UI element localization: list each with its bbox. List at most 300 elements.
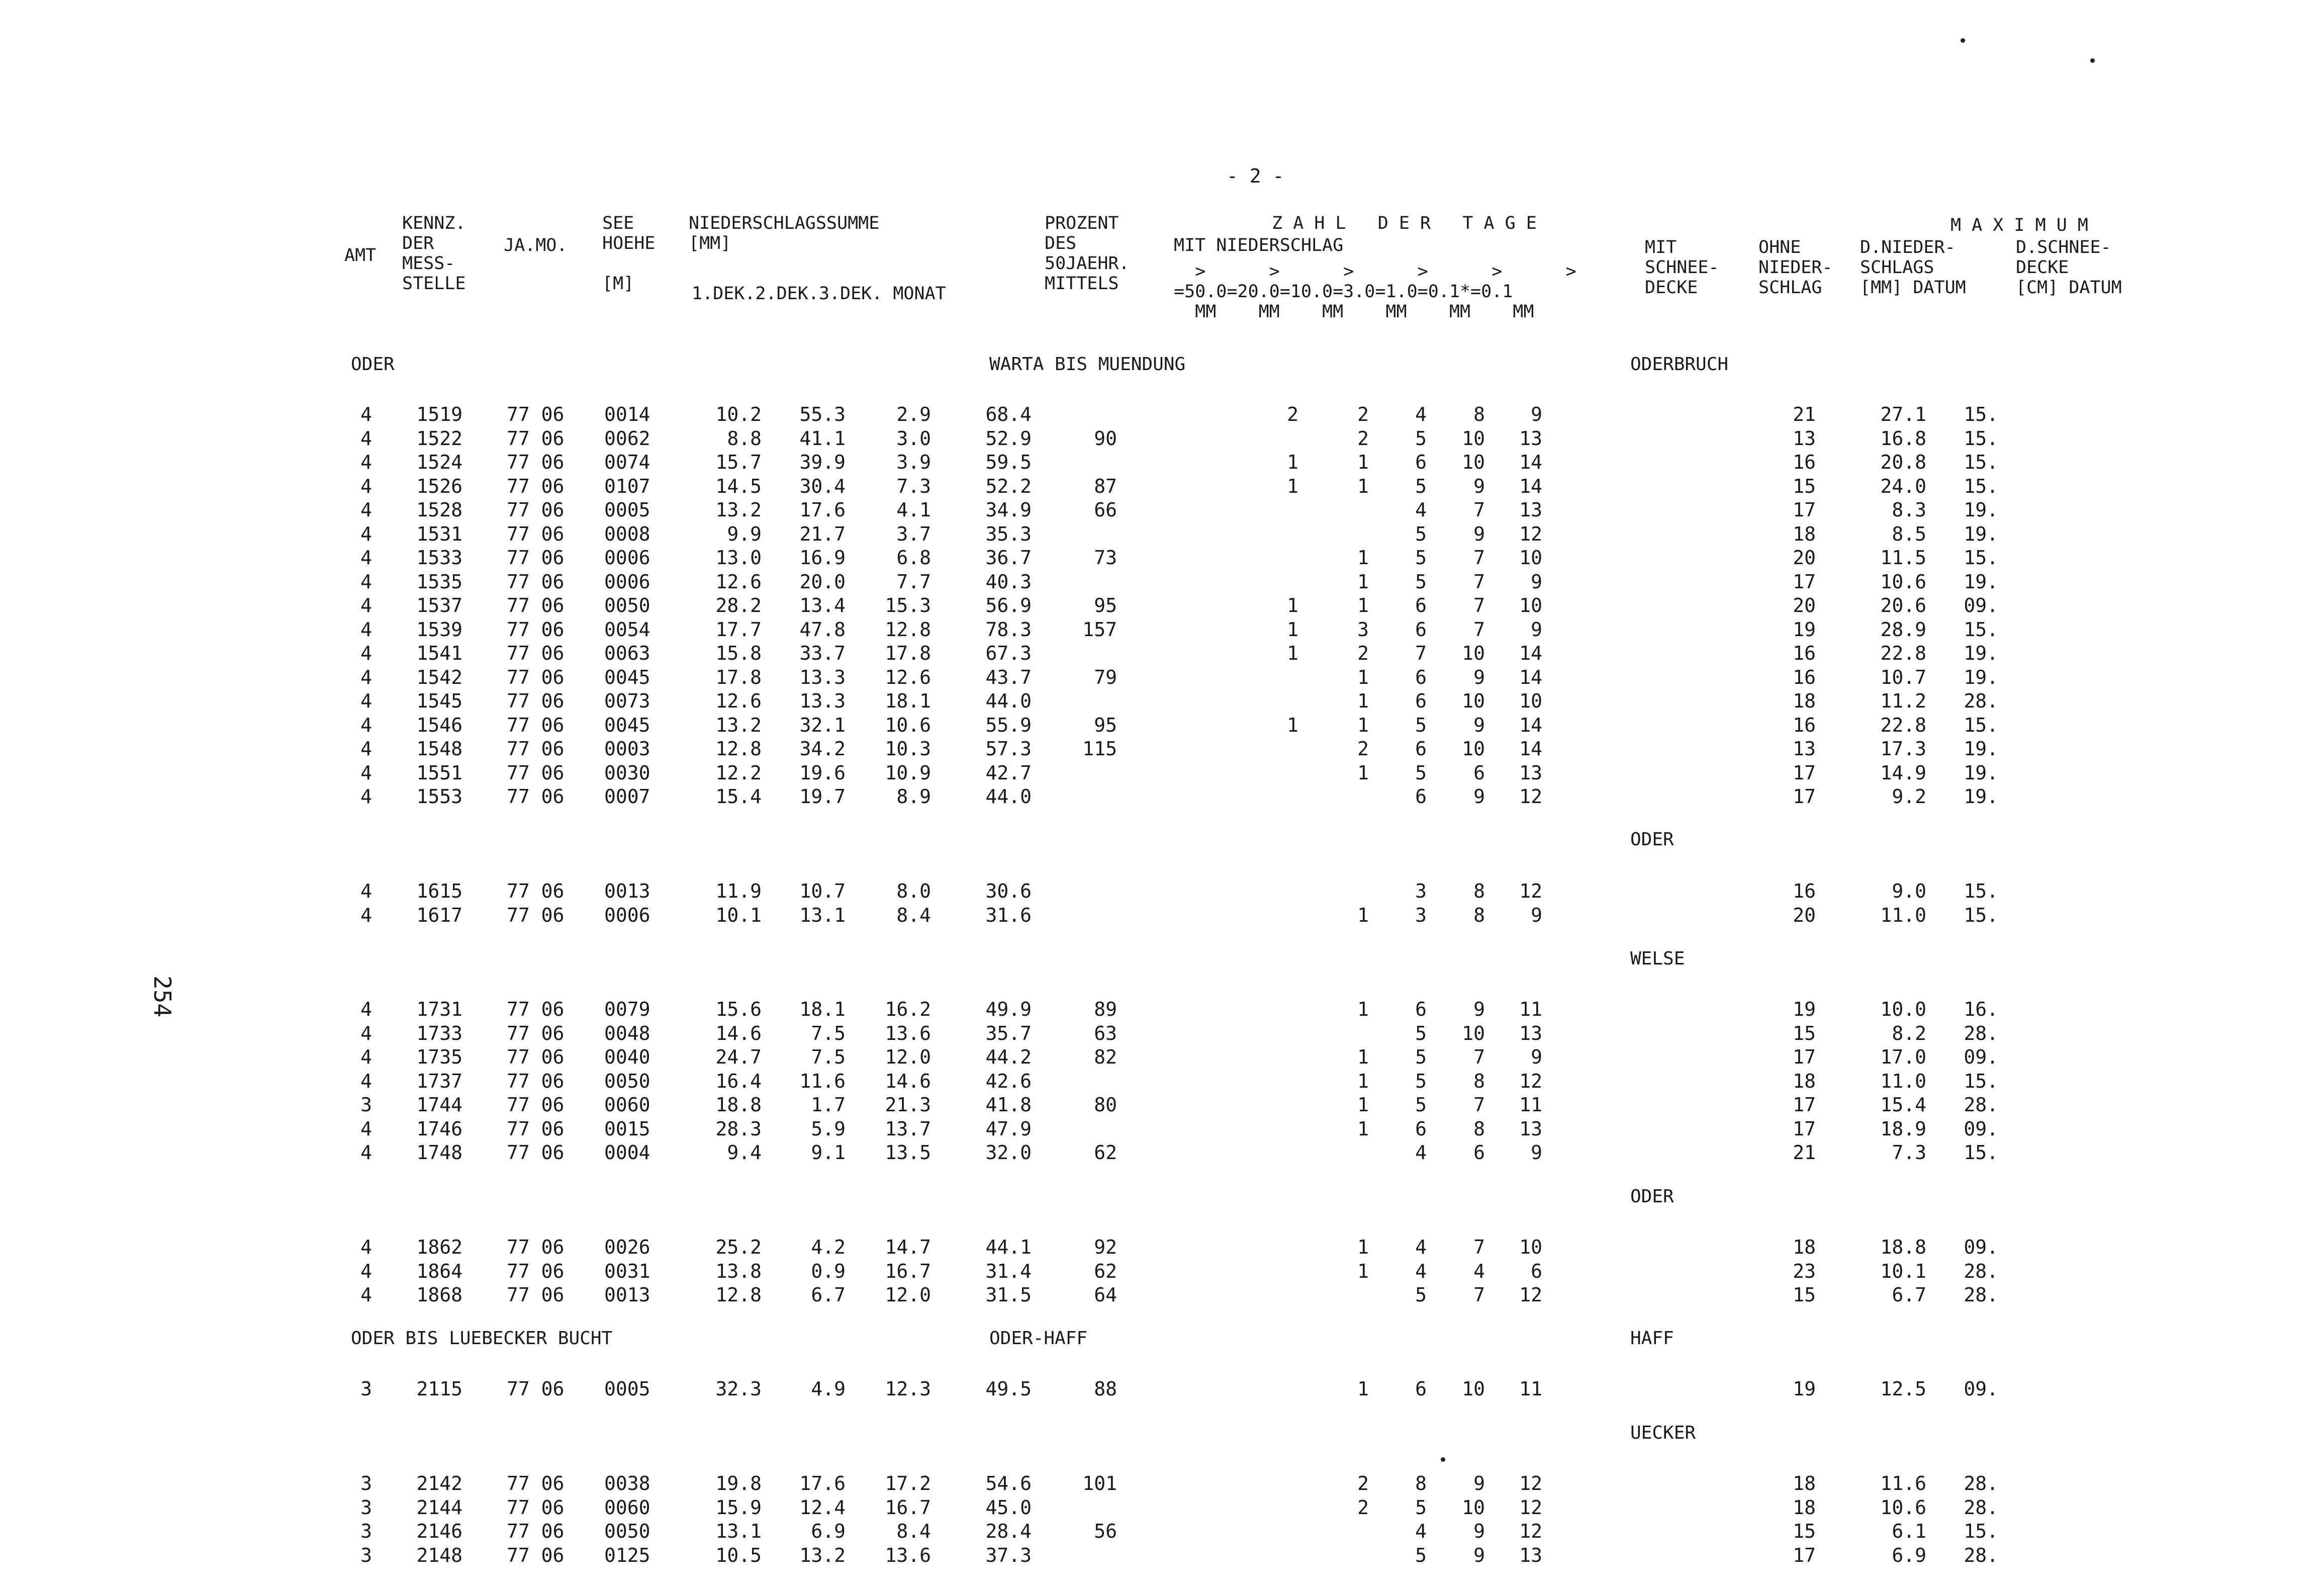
table-cell: 7.7 <box>896 570 931 593</box>
table-cell: 12.8 <box>715 738 762 760</box>
table-cell: 55.9 <box>985 714 1032 736</box>
table-cell: 30.4 <box>799 475 846 497</box>
table-cell: 77 06 <box>507 570 565 593</box>
table-cell: 15. <box>1964 451 1998 473</box>
table-cell: 9 <box>1473 1544 1485 1566</box>
table-cell: 09. <box>1964 1117 1998 1140</box>
header-dekaden: 1.DEK.2.DEK.3.DEK. MONAT <box>692 284 946 304</box>
table-cell: 0040 <box>604 1046 650 1068</box>
table-cell: 0015 <box>604 1117 650 1140</box>
table-cell: 1 <box>1357 666 1369 688</box>
table-cell: 11 <box>1519 1378 1542 1400</box>
table-cell: 0062 <box>604 427 650 450</box>
table-cell: 77 06 <box>507 547 565 569</box>
table-cell: 9 <box>1473 998 1485 1020</box>
table-cell: 15. <box>1964 475 1998 497</box>
table-cell: 15 <box>1793 1520 1816 1542</box>
table-cell: 77 06 <box>507 1260 565 1282</box>
table-cell: 8 <box>1473 1117 1485 1140</box>
table-cell: 41.1 <box>799 427 846 450</box>
table-cell: 19 <box>1793 1378 1816 1400</box>
table-cell: 20.6 <box>1880 594 1926 617</box>
table-cell: 1 <box>1287 618 1298 641</box>
table-cell: 0.9 <box>811 1260 846 1282</box>
table-cell: 19.7 <box>799 785 846 808</box>
table-cell: 157 <box>1082 618 1117 641</box>
table-cell: 16.9 <box>799 547 846 569</box>
table-cell: 7.3 <box>1892 1141 1926 1164</box>
table-cell: 7 <box>1473 1236 1485 1258</box>
table-cell: 4 <box>360 1117 372 1140</box>
table-cell: 4 <box>1415 1141 1427 1164</box>
table-cell: 10 <box>1462 642 1485 664</box>
table-cell: 6 <box>1531 1260 1542 1282</box>
table-cell: 3.0 <box>896 427 931 450</box>
table-cell: 6 <box>1415 998 1427 1020</box>
table-cell: 4 <box>360 642 372 664</box>
table-cell: 13.5 <box>885 1141 931 1164</box>
table-cell: 77 06 <box>507 1378 565 1400</box>
table-cell: 15 <box>1793 1022 1816 1044</box>
table-cell: 15.8 <box>715 642 762 664</box>
table-cell: 5 <box>1415 1070 1427 1092</box>
table-cell: 1522 <box>416 427 462 450</box>
table-cell: 15. <box>1964 1070 1998 1092</box>
table-cell: 9 <box>1473 714 1485 736</box>
section-label-right: HAFF <box>1630 1328 1674 1349</box>
table-cell: 4 <box>360 666 372 688</box>
table-cell: 13.4 <box>799 594 846 617</box>
table-cell: 17 <box>1793 1544 1816 1566</box>
table-cell: 0004 <box>604 1141 650 1164</box>
table-cell: 9 <box>1473 785 1485 808</box>
table-cell: 20 <box>1793 904 1816 926</box>
table-cell: 10 <box>1519 547 1542 569</box>
table-cell: 4 <box>360 570 372 593</box>
table-cell: 1542 <box>416 666 462 688</box>
table-cell: 4 <box>360 1046 372 1068</box>
table-cell: 24.0 <box>1880 475 1926 497</box>
table-cell: 28. <box>1964 1284 1998 1306</box>
table-cell: 67.3 <box>985 642 1032 664</box>
table-cell: 13 <box>1519 499 1542 521</box>
table-cell: 13.7 <box>885 1117 931 1140</box>
table-cell: 0060 <box>604 1496 650 1519</box>
table-cell: 4 <box>360 427 372 450</box>
table-cell: 15. <box>1964 403 1998 425</box>
table-cell: 62 <box>1094 1260 1117 1282</box>
table-cell: 77 06 <box>507 1284 565 1306</box>
table-cell: 19.8 <box>715 1472 762 1494</box>
table-cell: 2115 <box>416 1378 462 1400</box>
table-cell: 2 <box>1357 738 1369 760</box>
table-cell: 1551 <box>416 761 462 784</box>
table-cell: 31.4 <box>985 1260 1032 1282</box>
table-cell: 8.3 <box>1892 499 1926 521</box>
table-cell: 32.1 <box>799 714 846 736</box>
table-cell: 9 <box>1531 403 1542 425</box>
table-cell: 15. <box>1964 714 1998 736</box>
table-cell: 15.9 <box>715 1496 762 1519</box>
table-cell: 0060 <box>604 1094 650 1116</box>
table-cell: 77 06 <box>507 499 565 521</box>
table-cell: 5 <box>1415 475 1427 497</box>
table-cell: 15. <box>1964 427 1998 450</box>
table-cell: 9.9 <box>727 522 762 545</box>
table-cell: 7 <box>1473 1284 1485 1306</box>
table-cell: 3 <box>360 1378 372 1400</box>
header-schwellen: > > > > > > =50.0=20.0=10.0=3.0=1.0=0.1*=0.1 MM MM MM MM MM MM <box>1174 261 1576 322</box>
table-cell: 0013 <box>604 1284 650 1306</box>
table-cell: 14.5 <box>715 475 762 497</box>
table-cell: 0026 <box>604 1236 650 1258</box>
table-cell: 59.5 <box>985 451 1032 473</box>
table-cell: 77 06 <box>507 1117 565 1140</box>
table-cell: 12 <box>1519 785 1542 808</box>
table-cell: 27.1 <box>1880 403 1926 425</box>
table-cell: 1.7 <box>811 1094 846 1116</box>
section-label-left: ODER <box>351 354 395 375</box>
table-cell: 9 <box>1473 475 1485 497</box>
table-cell: 95 <box>1094 714 1117 736</box>
table-cell: 17 <box>1793 570 1816 593</box>
table-cell: 12.4 <box>799 1496 846 1519</box>
table-cell: 6 <box>1415 690 1427 712</box>
table-cell: 0050 <box>604 594 650 617</box>
table-cell: 54.6 <box>985 1472 1032 1494</box>
table-cell: 2148 <box>416 1544 462 1566</box>
table-cell: 8 <box>1473 880 1485 902</box>
table-cell: 13.0 <box>715 547 762 569</box>
table-cell: 77 06 <box>507 785 565 808</box>
table-cell: 21 <box>1793 403 1816 425</box>
table-cell: 57.3 <box>985 738 1032 760</box>
table-cell: 15. <box>1964 904 1998 926</box>
table-cell: 28. <box>1964 1472 1998 1494</box>
table-cell: 43.7 <box>985 666 1032 688</box>
table-cell: 28. <box>1964 1544 1998 1566</box>
table-cell: 63 <box>1094 1022 1117 1044</box>
table-cell: 7.5 <box>811 1022 846 1044</box>
table-cell: 0005 <box>604 1378 650 1400</box>
table-cell: 0045 <box>604 714 650 736</box>
table-cell: 42.6 <box>985 1070 1032 1092</box>
table-cell: 77 06 <box>507 714 565 736</box>
header-see-hoehe: SEE HOEHE [M] <box>602 213 656 294</box>
table-cell: 2.9 <box>896 403 931 425</box>
table-cell: 28. <box>1964 690 1998 712</box>
table-cell: 4 <box>360 547 372 569</box>
table-cell: 1748 <box>416 1141 462 1164</box>
table-cell: 28. <box>1964 1094 1998 1116</box>
table-cell: 19. <box>1964 785 1998 808</box>
table-cell: 8 <box>1415 1472 1427 1494</box>
table-cell: 17.8 <box>885 642 931 664</box>
table-cell: 10 <box>1519 1236 1542 1258</box>
table-cell: 17 <box>1793 499 1816 521</box>
table-cell: 2 <box>1357 1472 1369 1494</box>
table-cell: 1 <box>1357 451 1369 473</box>
table-cell: 20.8 <box>1880 451 1926 473</box>
table-cell: 21.3 <box>885 1094 931 1116</box>
table-cell: 18 <box>1793 522 1816 545</box>
table-cell: 1 <box>1287 451 1298 473</box>
table-cell: 18 <box>1793 1236 1816 1258</box>
table-cell: 1537 <box>416 594 462 617</box>
table-cell: 4 <box>360 738 372 760</box>
header-mit-schneedecke: MIT SCHNEE- DECKE <box>1645 237 1719 298</box>
table-cell: 77 06 <box>507 1520 565 1542</box>
table-cell: 6 <box>1473 761 1485 784</box>
table-cell: 18 <box>1793 1496 1816 1519</box>
table-cell: 56 <box>1094 1520 1117 1542</box>
table-cell: 3 <box>1357 618 1369 641</box>
table-cell: 09. <box>1964 1236 1998 1258</box>
table-cell: 18 <box>1793 1472 1816 1494</box>
section-label-left: ODER BIS LUEBECKER BUCHT <box>351 1328 613 1349</box>
table-cell: 77 06 <box>507 904 565 926</box>
table-cell: 77 06 <box>507 522 565 545</box>
table-cell: 77 06 <box>507 1544 565 1566</box>
table-cell: 49.5 <box>985 1378 1032 1400</box>
table-cell: 11.0 <box>1880 1070 1926 1092</box>
table-cell: 17 <box>1793 785 1816 808</box>
table-cell: 0007 <box>604 785 650 808</box>
table-cell: 12 <box>1519 1472 1542 1494</box>
table-cell: 24.7 <box>715 1046 762 1068</box>
table-cell: 0125 <box>604 1544 650 1566</box>
table-cell: 77 06 <box>507 666 565 688</box>
table-cell: 44.0 <box>985 690 1032 712</box>
table-cell: 0050 <box>604 1520 650 1542</box>
header-max-schneedecke: D.SCHNEE- DECKE [CM] DATUM <box>2016 237 2122 298</box>
table-cell: 73 <box>1094 547 1117 569</box>
table-cell: 39.9 <box>799 451 846 473</box>
table-cell: 9 <box>1473 522 1485 545</box>
table-cell: 13 <box>1519 427 1542 450</box>
table-cell: 11 <box>1519 1094 1542 1116</box>
table-cell: 16 <box>1793 642 1816 664</box>
table-cell: 2 <box>1357 403 1369 425</box>
table-cell: 11 <box>1519 998 1542 1020</box>
table-cell: 6.7 <box>811 1284 846 1306</box>
header-ohne-niederschlag: OHNE NIEDER- SCHLAG <box>1758 237 1833 298</box>
table-cell: 1 <box>1357 1070 1369 1092</box>
table-cell: 12.2 <box>715 761 762 784</box>
table-cell: 10.2 <box>715 403 762 425</box>
table-cell: 13.1 <box>799 904 846 926</box>
table-cell: 12.6 <box>715 690 762 712</box>
scan-speck <box>1441 1457 1445 1462</box>
table-cell: 15 <box>1793 1284 1816 1306</box>
table-cell: 9.1 <box>811 1141 846 1164</box>
table-cell: 3 <box>360 1472 372 1494</box>
table-cell: 4.1 <box>896 499 931 521</box>
table-cell: 5 <box>1415 714 1427 736</box>
table-cell: 12.8 <box>885 618 931 641</box>
table-cell: 25.2 <box>715 1236 762 1258</box>
table-cell: 5 <box>1415 1022 1427 1044</box>
table-cell: 17 <box>1793 1046 1816 1068</box>
table-cell: 19. <box>1964 522 1998 545</box>
table-cell: 4 <box>360 998 372 1020</box>
table-cell: 15 <box>1793 475 1816 497</box>
table-cell: 10 <box>1462 690 1485 712</box>
table-cell: 8 <box>1473 904 1485 926</box>
table-cell: 1731 <box>416 998 462 1020</box>
header-prozent: PROZENT DES 50JAEHR. MITTELS <box>1045 213 1130 294</box>
table-cell: 3 <box>1415 904 1427 926</box>
table-cell: 16 <box>1793 880 1816 902</box>
header-jamo: JA.MO. <box>504 235 568 255</box>
table-cell: 9.0 <box>1892 880 1926 902</box>
table-cell: 10 <box>1519 594 1542 617</box>
table-cell: 66 <box>1094 499 1117 521</box>
table-cell: 49.9 <box>985 998 1032 1020</box>
table-cell: 1 <box>1357 570 1369 593</box>
table-cell: 1735 <box>416 1046 462 1068</box>
table-cell: 20 <box>1793 594 1816 617</box>
table-cell: 80 <box>1094 1094 1117 1116</box>
table-cell: 14.6 <box>715 1022 762 1044</box>
table-cell: 9 <box>1531 1141 1542 1164</box>
table-cell: 77 06 <box>507 594 565 617</box>
table-cell: 1553 <box>416 785 462 808</box>
table-cell: 10 <box>1462 451 1485 473</box>
table-cell: 5 <box>1415 1544 1427 1566</box>
page-label: - 2 - <box>1227 165 1284 187</box>
table-cell: 32.3 <box>715 1378 762 1400</box>
table-cell: 1 <box>1357 1236 1369 1258</box>
table-cell: 47.8 <box>799 618 846 641</box>
table-cell: 4 <box>360 761 372 784</box>
table-cell: 0006 <box>604 570 650 593</box>
table-cell: 12.5 <box>1880 1378 1926 1400</box>
table-cell: 15. <box>1964 618 1998 641</box>
table-cell: 9.4 <box>727 1141 762 1164</box>
table-cell: 20 <box>1793 547 1816 569</box>
table-cell: 0013 <box>604 880 650 902</box>
table-cell: 7 <box>1473 570 1485 593</box>
table-cell: 9 <box>1473 1472 1485 1494</box>
table-cell: 6 <box>1415 738 1427 760</box>
table-cell: 8.0 <box>896 880 931 902</box>
table-cell: 5 <box>1415 570 1427 593</box>
section-label-right: ODER <box>1630 1186 1674 1207</box>
table-cell: 1541 <box>416 642 462 664</box>
table-cell: 15.4 <box>1880 1094 1926 1116</box>
table-cell: 9 <box>1531 570 1542 593</box>
table-cell: 4.2 <box>811 1236 846 1258</box>
table-cell: 1 <box>1357 1046 1369 1068</box>
table-cell: 77 06 <box>507 1022 565 1044</box>
table-cell: 30.6 <box>985 880 1032 902</box>
table-cell: 3 <box>360 1496 372 1519</box>
table-cell: 34.2 <box>799 738 846 760</box>
table-cell: 12.0 <box>885 1284 931 1306</box>
table-cell: 12 <box>1519 880 1542 902</box>
table-cell: 0014 <box>604 403 650 425</box>
header-maximum: M A X I M U M <box>1950 215 2088 235</box>
table-cell: 13.8 <box>715 1260 762 1282</box>
table-cell: 52.2 <box>985 475 1032 497</box>
table-cell: 6.8 <box>896 547 931 569</box>
table-cell: 1617 <box>416 904 462 926</box>
table-cell: 0063 <box>604 642 650 664</box>
scan-speck <box>2090 58 2095 63</box>
table-cell: 8.4 <box>896 904 931 926</box>
table-cell: 77 06 <box>507 475 565 497</box>
table-cell: 5 <box>1415 1046 1427 1068</box>
table-cell: 10 <box>1462 1022 1485 1044</box>
table-cell: 1548 <box>416 738 462 760</box>
header-kennz: KENNZ. DER MESS- STELLE <box>402 213 466 294</box>
table-cell: 10 <box>1462 1496 1485 1519</box>
table-cell: 44.2 <box>985 1046 1032 1068</box>
table-cell: 13 <box>1793 427 1816 450</box>
table-cell: 10.0 <box>1880 998 1926 1020</box>
table-cell: 16.7 <box>885 1496 931 1519</box>
table-cell: 4 <box>360 522 372 545</box>
table-cell: 5 <box>1415 1284 1427 1306</box>
table-cell: 4 <box>360 1070 372 1092</box>
table-cell: 78.3 <box>985 618 1032 641</box>
table-cell: 36.7 <box>985 547 1032 569</box>
table-cell: 18 <box>1793 1070 1816 1092</box>
table-cell: 6.9 <box>1892 1544 1926 1566</box>
table-cell: 4 <box>1415 1520 1427 1542</box>
table-cell: 5 <box>1415 427 1427 450</box>
table-cell: 1744 <box>416 1094 462 1116</box>
table-cell: 1868 <box>416 1284 462 1306</box>
table-cell: 22.8 <box>1880 642 1926 664</box>
table-cell: 2 <box>1287 403 1298 425</box>
header-zahl-der-tage: Z A H L D E R T A G E <box>1272 213 1537 233</box>
table-cell: 115 <box>1082 738 1117 760</box>
table-cell: 9 <box>1531 1046 1542 1068</box>
table-cell: 5.9 <box>811 1117 846 1140</box>
table-cell: 4 <box>360 618 372 641</box>
table-cell: 11.6 <box>799 1070 846 1092</box>
table-cell: 7 <box>1473 594 1485 617</box>
section-label-right: ODERBRUCH <box>1630 354 1729 375</box>
table-cell: 1535 <box>416 570 462 593</box>
table-cell: 32.0 <box>985 1141 1032 1164</box>
table-cell: 47.9 <box>985 1117 1032 1140</box>
table-cell: 79 <box>1094 666 1117 688</box>
table-cell: 28. <box>1964 1022 1998 1044</box>
table-cell: 6 <box>1415 785 1427 808</box>
table-cell: 77 06 <box>507 1236 565 1258</box>
table-cell: 1746 <box>416 1117 462 1140</box>
table-cell: 10.7 <box>1880 666 1926 688</box>
table-cell: 19. <box>1964 499 1998 521</box>
table-cell: 15. <box>1964 1520 1998 1542</box>
table-cell: 18 <box>1793 690 1816 712</box>
table-cell: 101 <box>1082 1472 1117 1494</box>
table-cell: 44.1 <box>985 1236 1032 1258</box>
table-cell: 10.6 <box>885 714 931 736</box>
table-cell: 9 <box>1473 666 1485 688</box>
table-cell: 68.4 <box>985 403 1032 425</box>
table-cell: 1 <box>1357 1094 1369 1116</box>
table-cell: 13.3 <box>799 690 846 712</box>
table-cell: 10.1 <box>715 904 762 926</box>
table-cell: 33.7 <box>799 642 846 664</box>
table-cell: 17.8 <box>715 666 762 688</box>
table-cell: 10 <box>1462 738 1485 760</box>
table-cell: 17 <box>1793 1117 1816 1140</box>
